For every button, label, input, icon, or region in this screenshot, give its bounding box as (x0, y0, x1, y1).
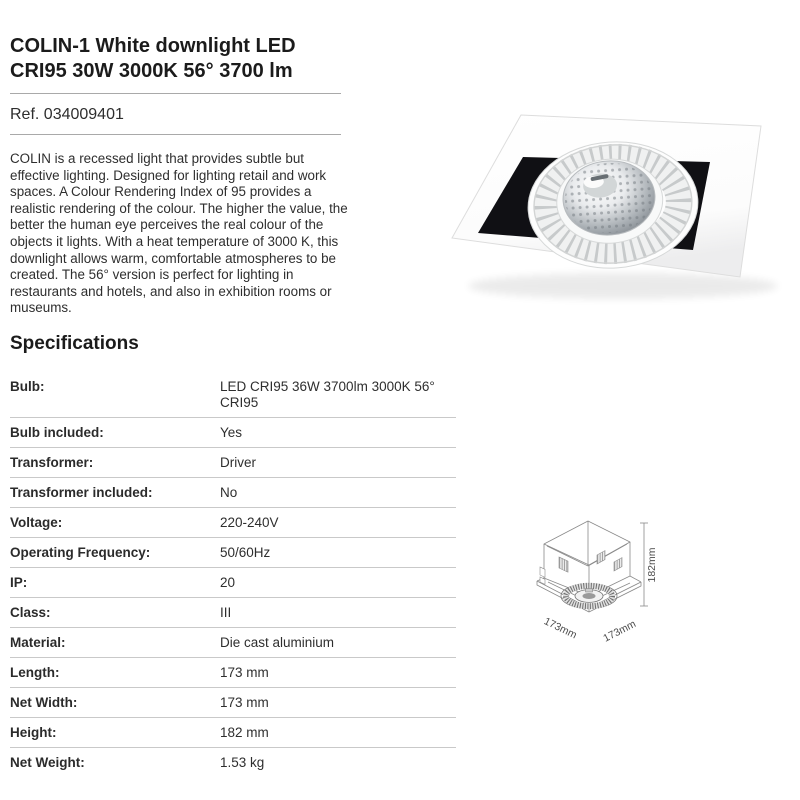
spec-row (10, 538, 456, 568)
product-reference: Ref. 034009401 (10, 106, 124, 123)
title-line-2: CRI95 30W 3000K 56° 3700 lm (10, 60, 293, 82)
height-dim-label: 182mm (646, 547, 658, 583)
dimension-diagram (528, 496, 708, 648)
spec-row (10, 598, 456, 628)
spec-value: Die cast aluminium (220, 634, 335, 650)
spec-value: 50/60Hz (220, 544, 271, 560)
spec-value: LED CRI95 36W 3700lm 3000K 56° CRI95 (220, 378, 435, 410)
spec-value: 220-240V (220, 514, 279, 530)
spec-row (10, 658, 456, 688)
spec-label: Net Weight: (10, 754, 85, 770)
spec-value: 1.53 kg (220, 754, 265, 770)
spec-value: III (220, 604, 232, 620)
spec-value: Driver (220, 454, 256, 470)
spec-value: 173 mm (220, 694, 269, 710)
specifications-table (10, 372, 456, 777)
spec-row (10, 372, 456, 418)
housing-vents (540, 551, 622, 585)
divider-above-reference (10, 93, 341, 94)
lamp-drawing (561, 584, 617, 609)
divider-below-reference (10, 134, 341, 135)
spec-value: No (220, 484, 238, 500)
product-description: COLIN is a recessed light that provides subtle but effective lighting. Designed for lighting retail and work spaces. A Colour Rendering Index of 95 provides a realistic rendering of the colour. The higher the value, the better the human eye perceives the real colour of the objects it lights. With a heat temperature of 3000 K, this downlight allows warm, comfortable atmospheres to be created. The 56° version is perfect for lighting in restaurants and hotels, and also in exhibition rooms or museums. (10, 151, 348, 316)
photo-shadow (468, 273, 778, 299)
spec-label: Voltage: (10, 514, 63, 530)
spec-row (10, 688, 456, 718)
vent-left (559, 557, 568, 572)
spec-label: Transformer: (10, 454, 94, 470)
product-photo (443, 90, 797, 306)
specifications-heading: Specifications (10, 332, 139, 354)
spec-label: Net Width: (10, 694, 78, 710)
spec-row (10, 628, 456, 658)
spec-row (10, 568, 456, 598)
spec-row (10, 718, 456, 748)
spec-label: Operating Frequency: (10, 544, 151, 560)
spec-label: Transformer included: (10, 484, 153, 500)
depth-dim-label: 173mm (601, 618, 638, 645)
spec-row (10, 448, 456, 478)
width-dim-label: 173mm (541, 615, 579, 642)
spec-label: Bulb: (10, 378, 45, 394)
spec-label: Height: (10, 724, 57, 740)
downlight-photo-group (452, 115, 778, 299)
spec-value: 173 mm (220, 664, 269, 680)
spec-row (10, 748, 456, 777)
page-title (10, 34, 456, 84)
spec-value: Yes (220, 424, 243, 440)
spec-label: Class: (10, 604, 51, 620)
spec-value: 182 mm (220, 724, 269, 740)
spec-label: Material: (10, 634, 66, 650)
spec-row (10, 478, 456, 508)
spec-row (10, 418, 456, 448)
spec-label: Bulb included: (10, 424, 104, 440)
vent-right-1 (597, 551, 605, 564)
spec-label: IP: (10, 574, 28, 590)
title-line-1: COLIN-1 White downlight LED (10, 35, 296, 57)
spec-row (10, 508, 456, 538)
product-info-column (10, 0, 456, 777)
vent-right-2 (614, 558, 622, 571)
spec-label: Length: (10, 664, 60, 680)
spec-value: 20 (220, 574, 236, 590)
